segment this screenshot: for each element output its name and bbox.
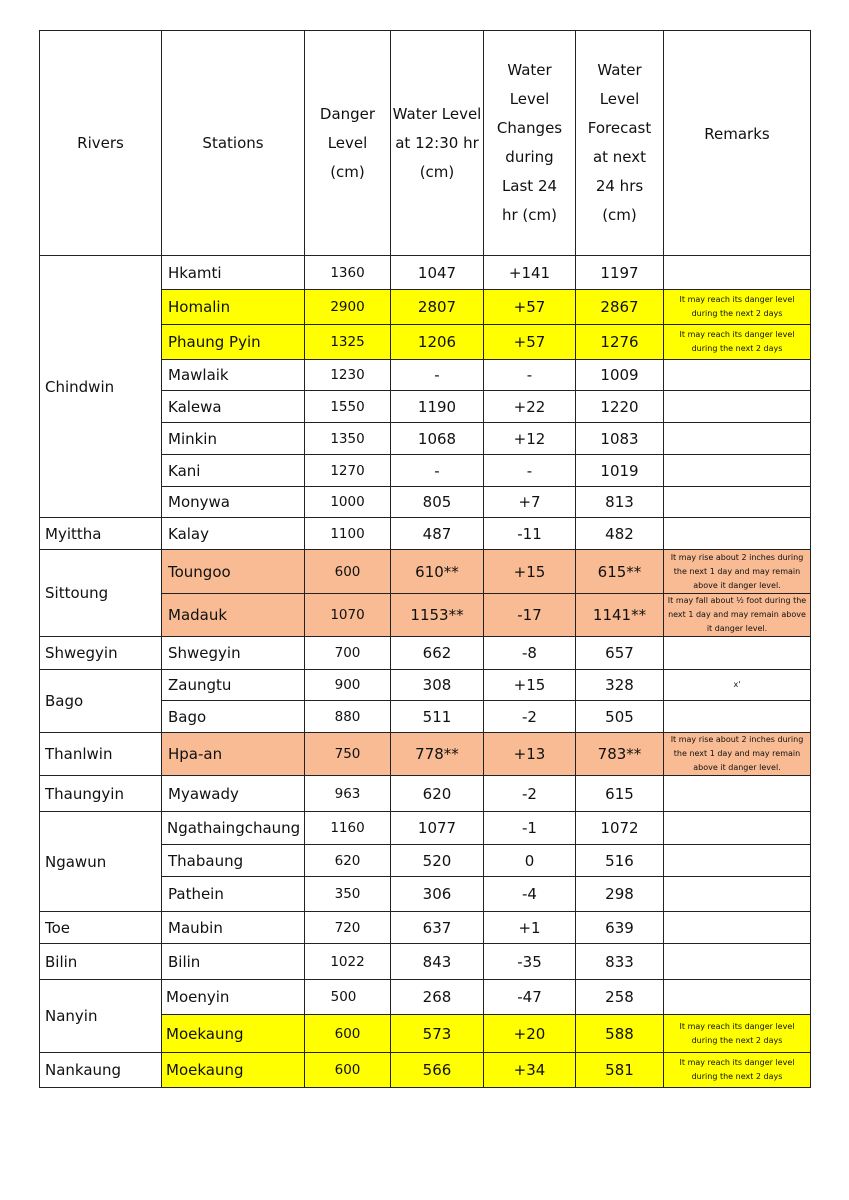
river-name: Toe xyxy=(40,912,162,944)
forecast-level: 482 xyxy=(576,518,664,550)
danger-level: 1550 xyxy=(305,391,391,423)
water-level: 306 xyxy=(391,877,484,912)
danger-level: 750 xyxy=(305,733,391,776)
station-name: Zaungtu xyxy=(162,670,305,701)
danger-level: 350 xyxy=(305,877,391,912)
water-level: 1047 xyxy=(391,256,484,290)
danger-level: 900 xyxy=(305,670,391,701)
table-header xyxy=(40,31,811,256)
forecast-level: 1083 xyxy=(576,423,664,455)
remark: It may reach its danger level during the next 2 days xyxy=(664,1015,811,1053)
water-level: 487 xyxy=(391,518,484,550)
level-change: +7 xyxy=(484,487,576,518)
station-name: Phaung Pyin xyxy=(162,325,305,360)
forecast-level: 328 xyxy=(576,670,664,701)
water-level: 268 xyxy=(391,980,484,1015)
station-name: Madauk xyxy=(162,594,305,637)
station-name: Moekaung xyxy=(162,1053,305,1088)
forecast-level: 1072 xyxy=(576,812,664,845)
danger-level: 963 xyxy=(305,776,391,812)
danger-level: 1350 xyxy=(305,423,391,455)
level-change: 0 xyxy=(484,845,576,877)
forecast-level: 505 xyxy=(576,701,664,733)
level-change: -2 xyxy=(484,776,576,812)
water-level: 843 xyxy=(391,944,484,980)
level-change: +57 xyxy=(484,290,576,325)
danger-level: 1270 xyxy=(305,455,391,487)
water-level: 573 xyxy=(391,1015,484,1053)
header-danger-level: Danger Level (cm) xyxy=(305,31,391,256)
danger-level: 2900 xyxy=(305,290,391,325)
water-level: 778** xyxy=(391,733,484,776)
station-name: Mawlaik xyxy=(162,360,305,391)
danger-level: 720 xyxy=(305,912,391,944)
table-row xyxy=(40,518,811,550)
level-change: +1 xyxy=(484,912,576,944)
station-name: Thabaung xyxy=(162,845,305,877)
water-level: 2807 xyxy=(391,290,484,325)
table-row xyxy=(40,912,811,944)
danger-level: 600 xyxy=(305,1053,391,1088)
forecast-level: 516 xyxy=(576,845,664,877)
forecast-level: 581 xyxy=(576,1053,664,1088)
river-name: Chindwin xyxy=(40,256,162,518)
station-name: Bago xyxy=(162,701,305,733)
river-name: Bilin xyxy=(40,944,162,980)
level-change: +34 xyxy=(484,1053,576,1088)
forecast-level: 588 xyxy=(576,1015,664,1053)
station-name: Bilin xyxy=(162,944,305,980)
remark xyxy=(664,980,811,1015)
water-level: 520 xyxy=(391,845,484,877)
danger-level: 1230 xyxy=(305,360,391,391)
level-change: -11 xyxy=(484,518,576,550)
level-change: +15 xyxy=(484,670,576,701)
remark xyxy=(664,944,811,980)
danger-level: 620 xyxy=(305,845,391,877)
remark xyxy=(664,256,811,290)
table-row xyxy=(40,670,811,701)
water-level: 620 xyxy=(391,776,484,812)
station-name: Shwegyin xyxy=(162,637,305,670)
level-change: +15 xyxy=(484,550,576,594)
water-level: 637 xyxy=(391,912,484,944)
header-water-level: Water Level at 12:30 hr (cm) xyxy=(391,31,484,256)
level-change: -35 xyxy=(484,944,576,980)
water-level-table xyxy=(39,30,811,1088)
station-name: Moekaung xyxy=(162,1015,305,1053)
station-name: Kalewa xyxy=(162,391,305,423)
water-level: 511 xyxy=(391,701,484,733)
danger-level: 1000 xyxy=(305,487,391,518)
danger-level: 1160 xyxy=(305,812,391,845)
danger-level: 1022 xyxy=(305,944,391,980)
river-name: Ngawun xyxy=(40,812,162,912)
level-change: +12 xyxy=(484,423,576,455)
remark xyxy=(664,637,811,670)
water-level: 610** xyxy=(391,550,484,594)
level-change: -47 xyxy=(484,980,576,1015)
remark xyxy=(664,912,811,944)
remark xyxy=(664,776,811,812)
river-name: Nankaung xyxy=(40,1053,162,1088)
water-level: - xyxy=(391,360,484,391)
water-level: 662 xyxy=(391,637,484,670)
station-name: Kalay xyxy=(162,518,305,550)
header-level-changes: Water Level Changes during Last 24 hr (cm) xyxy=(484,31,576,256)
river-name: Thanlwin xyxy=(40,733,162,776)
station-name: Hpa-an xyxy=(162,733,305,776)
level-change: +13 xyxy=(484,733,576,776)
remark xyxy=(664,812,811,845)
river-name: Sittoung xyxy=(40,550,162,637)
forecast-level: 615 xyxy=(576,776,664,812)
water-level: 566 xyxy=(391,1053,484,1088)
water-level: 1068 xyxy=(391,423,484,455)
table-row xyxy=(40,944,811,980)
remark xyxy=(664,845,811,877)
station-name: Hkamti xyxy=(162,256,305,290)
water-level: 1077 xyxy=(391,812,484,845)
station-name: Toungoo xyxy=(162,550,305,594)
river-name: Bago xyxy=(40,670,162,733)
forecast-level: 1009 xyxy=(576,360,664,391)
forecast-level: 657 xyxy=(576,637,664,670)
forecast-level: 813 xyxy=(576,487,664,518)
level-change: -1 xyxy=(484,812,576,845)
forecast-level: 1197 xyxy=(576,256,664,290)
header-stations: Stations xyxy=(162,31,305,256)
remark: It may reach its danger level during the next 2 days xyxy=(664,1053,811,1088)
remark xyxy=(664,877,811,912)
level-change: -2 xyxy=(484,701,576,733)
remark xyxy=(664,487,811,518)
danger-level: 600 xyxy=(305,1015,391,1053)
remark: x' xyxy=(664,670,811,701)
remark xyxy=(664,455,811,487)
remark xyxy=(664,391,811,423)
danger-level: 880 xyxy=(305,701,391,733)
river-name: Myittha xyxy=(40,518,162,550)
danger-level: 1325 xyxy=(305,325,391,360)
station-name: Ngathaingchaung xyxy=(162,812,305,845)
river-name: Thaungyin xyxy=(40,776,162,812)
level-change: +20 xyxy=(484,1015,576,1053)
forecast-level: 833 xyxy=(576,944,664,980)
table-row xyxy=(40,776,811,812)
water-level: 805 xyxy=(391,487,484,518)
station-name: Homalin xyxy=(162,290,305,325)
level-change: -4 xyxy=(484,877,576,912)
level-change: -8 xyxy=(484,637,576,670)
station-name: Myawady xyxy=(162,776,305,812)
table-row xyxy=(40,1053,811,1088)
level-change: - xyxy=(484,360,576,391)
remark: It may reach its danger level during the next 2 days xyxy=(664,290,811,325)
level-change: +22 xyxy=(484,391,576,423)
header-rivers: Rivers xyxy=(40,31,162,256)
level-change: +141 xyxy=(484,256,576,290)
river-name: Nanyin xyxy=(40,980,162,1053)
station-name: Maubin xyxy=(162,912,305,944)
danger-level: 1070 xyxy=(305,594,391,637)
forecast-level: 1220 xyxy=(576,391,664,423)
danger-level: 500 xyxy=(305,980,391,1015)
table-row xyxy=(40,637,811,670)
station-name: Moenyin xyxy=(162,980,305,1015)
forecast-level: 258 xyxy=(576,980,664,1015)
level-change: +57 xyxy=(484,325,576,360)
remark xyxy=(664,518,811,550)
forecast-level: 1276 xyxy=(576,325,664,360)
table-row xyxy=(40,733,811,776)
remark xyxy=(664,701,811,733)
remark xyxy=(664,360,811,391)
station-name: Pathein xyxy=(162,877,305,912)
remark: It may fall about ½ foot during the next 1 day and may remain above it danger level. xyxy=(664,594,811,637)
remark xyxy=(664,423,811,455)
water-level: 1190 xyxy=(391,391,484,423)
level-change: -17 xyxy=(484,594,576,637)
danger-level: 1360 xyxy=(305,256,391,290)
water-level: 1153** xyxy=(391,594,484,637)
station-name: Minkin xyxy=(162,423,305,455)
water-level: 308 xyxy=(391,670,484,701)
forecast-level: 1019 xyxy=(576,455,664,487)
water-level: - xyxy=(391,455,484,487)
table-row xyxy=(40,256,811,290)
remark: It may reach its danger level during the next 2 days xyxy=(664,325,811,360)
header-forecast: Water Level Forecast at next 24 hrs (cm) xyxy=(576,31,664,256)
remark: It may rise about 2 inches during the next 1 day and may remain above it danger level. xyxy=(664,550,811,594)
remark: It may rise about 2 inches during the next 1 day and may remain above it danger level. xyxy=(664,733,811,776)
forecast-level: 615** xyxy=(576,550,664,594)
table-row xyxy=(40,980,811,1015)
water-level: 1206 xyxy=(391,325,484,360)
river-name: Shwegyin xyxy=(40,637,162,670)
forecast-level: 298 xyxy=(576,877,664,912)
table-row xyxy=(40,550,811,594)
forecast-level: 1141** xyxy=(576,594,664,637)
header-remarks: Remarks xyxy=(664,31,811,256)
station-name: Monywa xyxy=(162,487,305,518)
station-name: Kani xyxy=(162,455,305,487)
table-row xyxy=(40,812,811,845)
danger-level: 1100 xyxy=(305,518,391,550)
level-change: - xyxy=(484,455,576,487)
danger-level: 700 xyxy=(305,637,391,670)
forecast-level: 639 xyxy=(576,912,664,944)
forecast-level: 2867 xyxy=(576,290,664,325)
forecast-level: 783** xyxy=(576,733,664,776)
danger-level: 600 xyxy=(305,550,391,594)
